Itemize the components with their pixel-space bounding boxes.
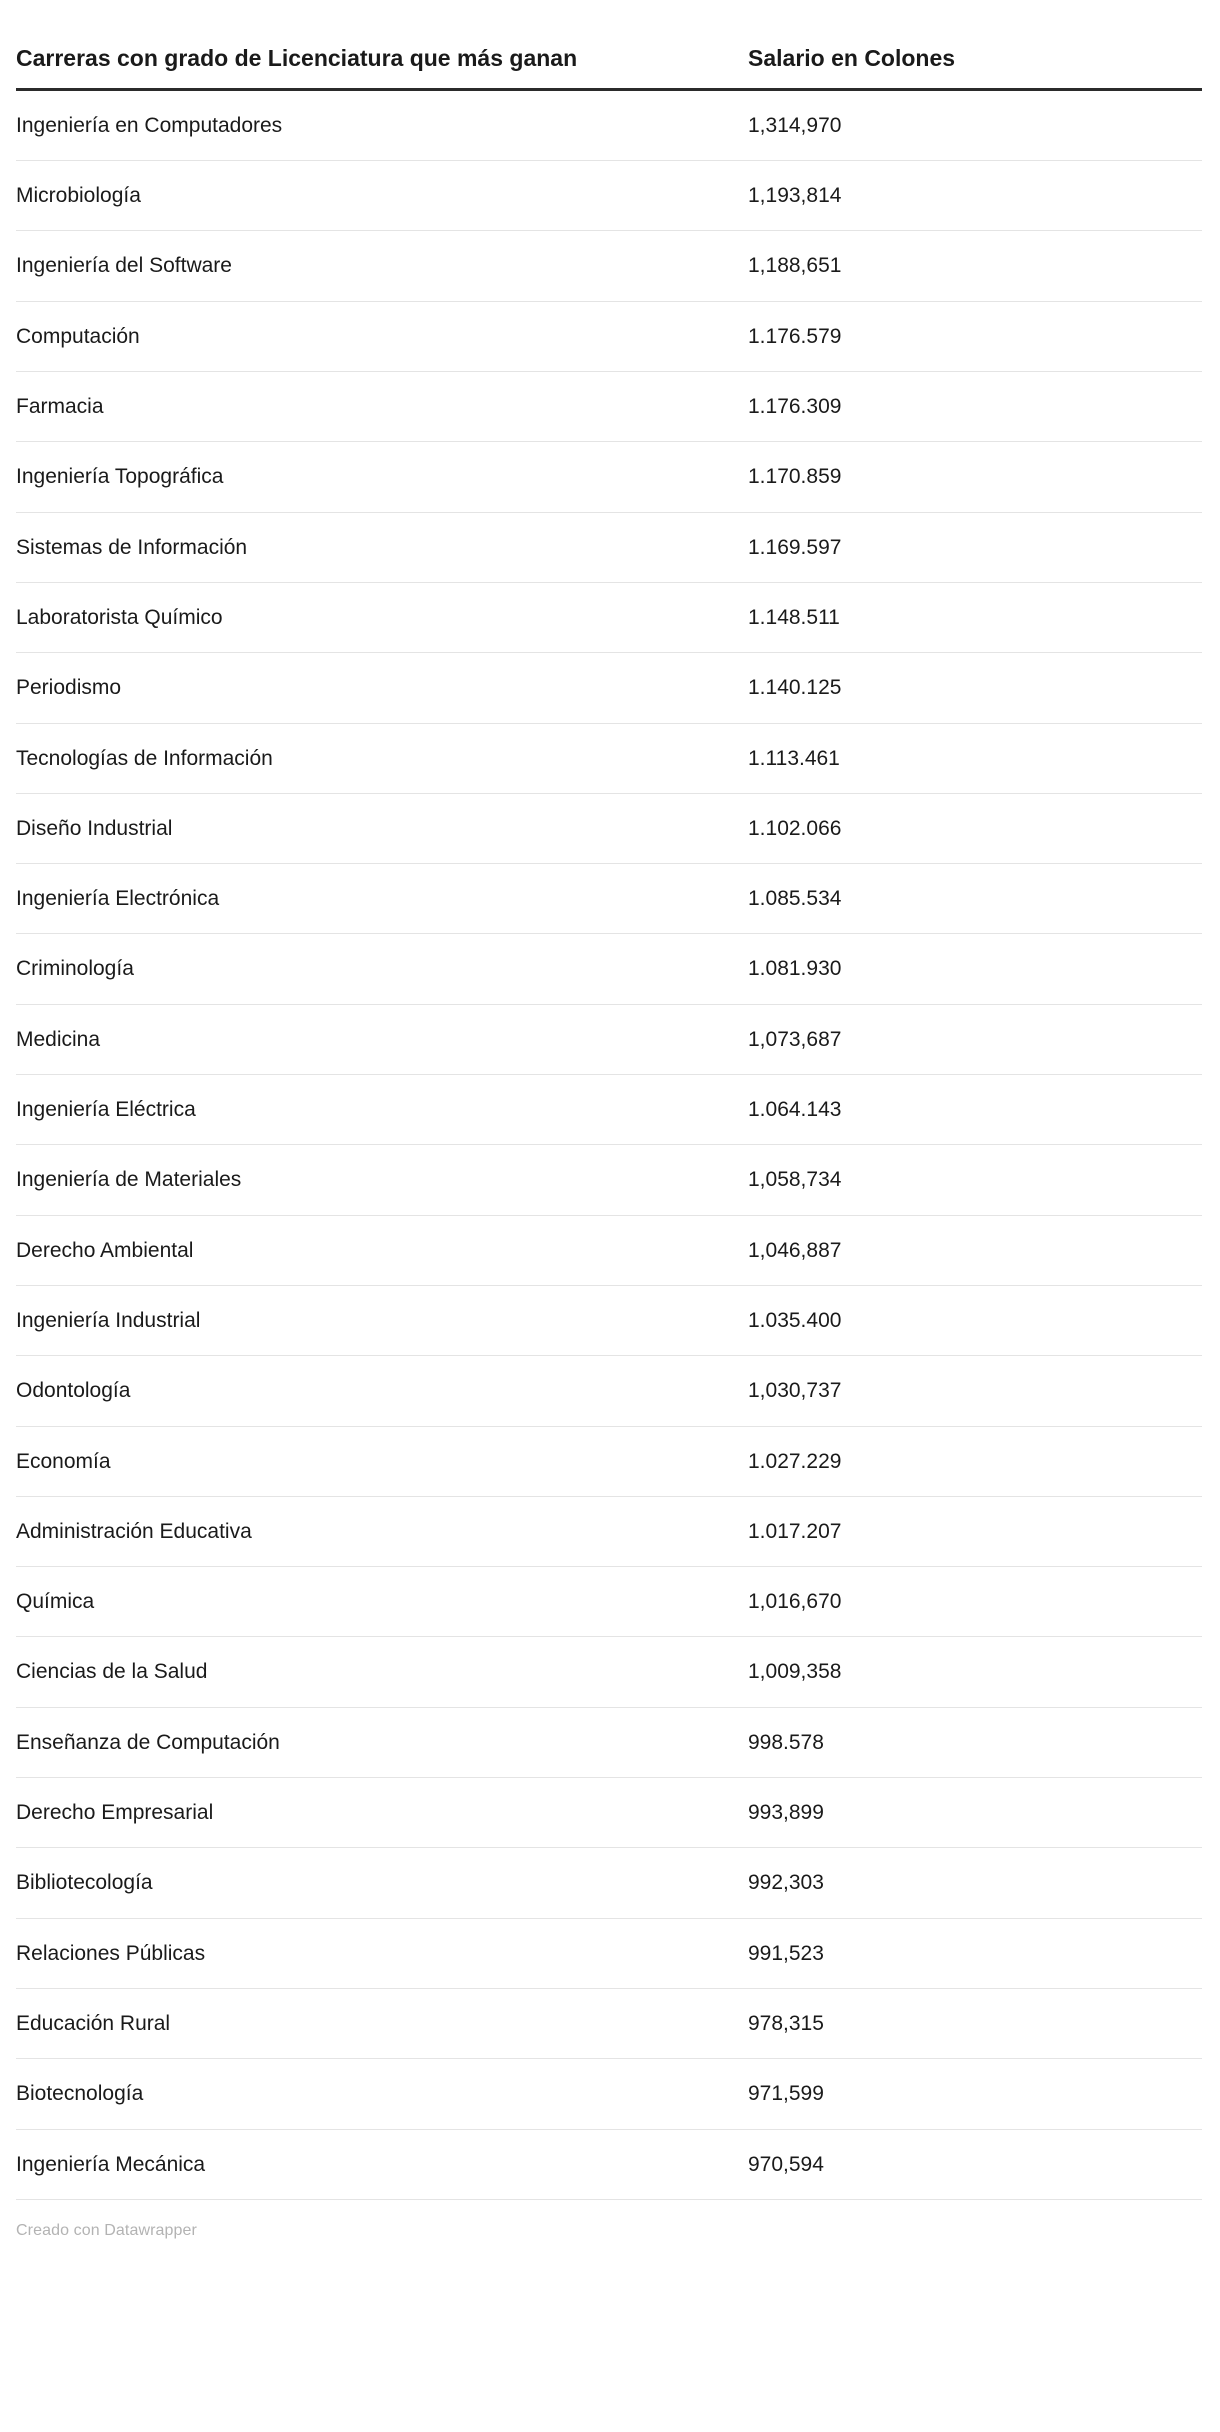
salary-cell: 1,009,358: [746, 1637, 1202, 1707]
salary-cell: 1,193,814: [746, 161, 1202, 231]
salary-cell: 1.176.579: [746, 301, 1202, 371]
career-cell: Ingeniería del Software: [16, 231, 746, 301]
career-cell: Ingeniería de Materiales: [16, 1145, 746, 1215]
table-row: [16, 1004, 1202, 1074]
salary-cell: 1.081.930: [746, 934, 1202, 1004]
table-row: [16, 1215, 1202, 1285]
career-cell: Odontología: [16, 1356, 746, 1426]
career-cell: Ingeniería Industrial: [16, 1285, 746, 1355]
salary-cell: 998.578: [746, 1707, 1202, 1777]
salary-cell: 1.035.400: [746, 1285, 1202, 1355]
table-row: [16, 1356, 1202, 1426]
salary-cell: 1.113.461: [746, 723, 1202, 793]
career-cell: Enseñanza de Computación: [16, 1707, 746, 1777]
table-header-row: [16, 44, 1202, 89]
career-cell: Relaciones Públicas: [16, 1918, 746, 1988]
table-row: [16, 1426, 1202, 1496]
salary-cell: 1,030,737: [746, 1356, 1202, 1426]
salary-cell: 1.017.207: [746, 1496, 1202, 1566]
salary-cell: 1,188,651: [746, 231, 1202, 301]
table-row: [16, 1567, 1202, 1637]
table-row: [16, 1637, 1202, 1707]
table-row: [16, 442, 1202, 512]
table-header: [16, 44, 1202, 89]
table-row: [16, 1496, 1202, 1566]
table-row: [16, 2129, 1202, 2199]
career-cell: Computación: [16, 301, 746, 371]
salary-cell: 1.169.597: [746, 512, 1202, 582]
career-cell: Ingeniería Eléctrica: [16, 1075, 746, 1145]
salary-cell: 991,523: [746, 1918, 1202, 1988]
salary-cell: 978,315: [746, 1988, 1202, 2058]
table-row: [16, 1285, 1202, 1355]
table-row: [16, 372, 1202, 442]
career-cell: Ingeniería Mecánica: [16, 2129, 746, 2199]
salary-cell: 970,594: [746, 2129, 1202, 2199]
salary-cell: 992,303: [746, 1848, 1202, 1918]
salary-cell: 1.064.143: [746, 1075, 1202, 1145]
salary-cell: 1,073,687: [746, 1004, 1202, 1074]
career-cell: Diseño Industrial: [16, 793, 746, 863]
career-cell: Laboratorista Químico: [16, 582, 746, 652]
career-cell: Biotecnología: [16, 2059, 746, 2129]
table-row: [16, 301, 1202, 371]
salary-cell: 1.085.534: [746, 864, 1202, 934]
table-row: [16, 1918, 1202, 1988]
career-cell: Farmacia: [16, 372, 746, 442]
salary-cell: 1.102.066: [746, 793, 1202, 863]
table-row: [16, 934, 1202, 1004]
salary-cell: 1.148.511: [746, 582, 1202, 652]
table-body: [16, 89, 1202, 2199]
salary-cell: 1.140.125: [746, 653, 1202, 723]
table-row: [16, 512, 1202, 582]
salary-cell: 993,899: [746, 1778, 1202, 1848]
salary-cell: 1,016,670: [746, 1567, 1202, 1637]
table-row: [16, 161, 1202, 231]
career-cell: Derecho Empresarial: [16, 1778, 746, 1848]
career-cell: Administración Educativa: [16, 1496, 746, 1566]
salary-cell: 1,046,887: [746, 1215, 1202, 1285]
salary-cell: 1,058,734: [746, 1145, 1202, 1215]
career-cell: Ingeniería Topográfica: [16, 442, 746, 512]
table-row: [16, 1707, 1202, 1777]
career-cell: Ingeniería en Computadores: [16, 89, 746, 160]
table-row: [16, 231, 1202, 301]
salary-cell: 1.176.309: [746, 372, 1202, 442]
salary-cell: 971,599: [746, 2059, 1202, 2129]
salary-table: [16, 44, 1202, 2200]
career-cell: Ingeniería Electrónica: [16, 864, 746, 934]
column-header-salary[interactable]: Salario en Colones: [746, 44, 1202, 89]
career-cell: Microbiología: [16, 161, 746, 231]
table-row: [16, 89, 1202, 160]
career-cell: Economía: [16, 1426, 746, 1496]
table-row: [16, 1778, 1202, 1848]
table-row: [16, 1848, 1202, 1918]
table-row: [16, 653, 1202, 723]
table-row: [16, 1145, 1202, 1215]
table-row: [16, 793, 1202, 863]
salary-cell: 1,314,970: [746, 89, 1202, 160]
career-cell: Educación Rural: [16, 1988, 746, 2058]
career-cell: Ciencias de la Salud: [16, 1637, 746, 1707]
career-cell: Criminología: [16, 934, 746, 1004]
table-row: [16, 2059, 1202, 2129]
career-cell: Química: [16, 1567, 746, 1637]
career-cell: Bibliotecología: [16, 1848, 746, 1918]
table-row: [16, 582, 1202, 652]
table-row: [16, 1988, 1202, 2058]
salary-cell: 1.027.229: [746, 1426, 1202, 1496]
career-cell: Derecho Ambiental: [16, 1215, 746, 1285]
table-row: [16, 864, 1202, 934]
career-cell: Tecnologías de Información: [16, 723, 746, 793]
chart-credit[interactable]: Creado con Datawrapper: [16, 2221, 197, 2239]
career-cell: Medicina: [16, 1004, 746, 1074]
career-cell: Periodismo: [16, 653, 746, 723]
career-cell: Sistemas de Información: [16, 512, 746, 582]
table-row: [16, 723, 1202, 793]
table-row: [16, 1075, 1202, 1145]
column-header-career[interactable]: Carreras con grado de Licenciatura que más ganan: [16, 44, 746, 89]
salary-cell: 1.170.859: [746, 442, 1202, 512]
